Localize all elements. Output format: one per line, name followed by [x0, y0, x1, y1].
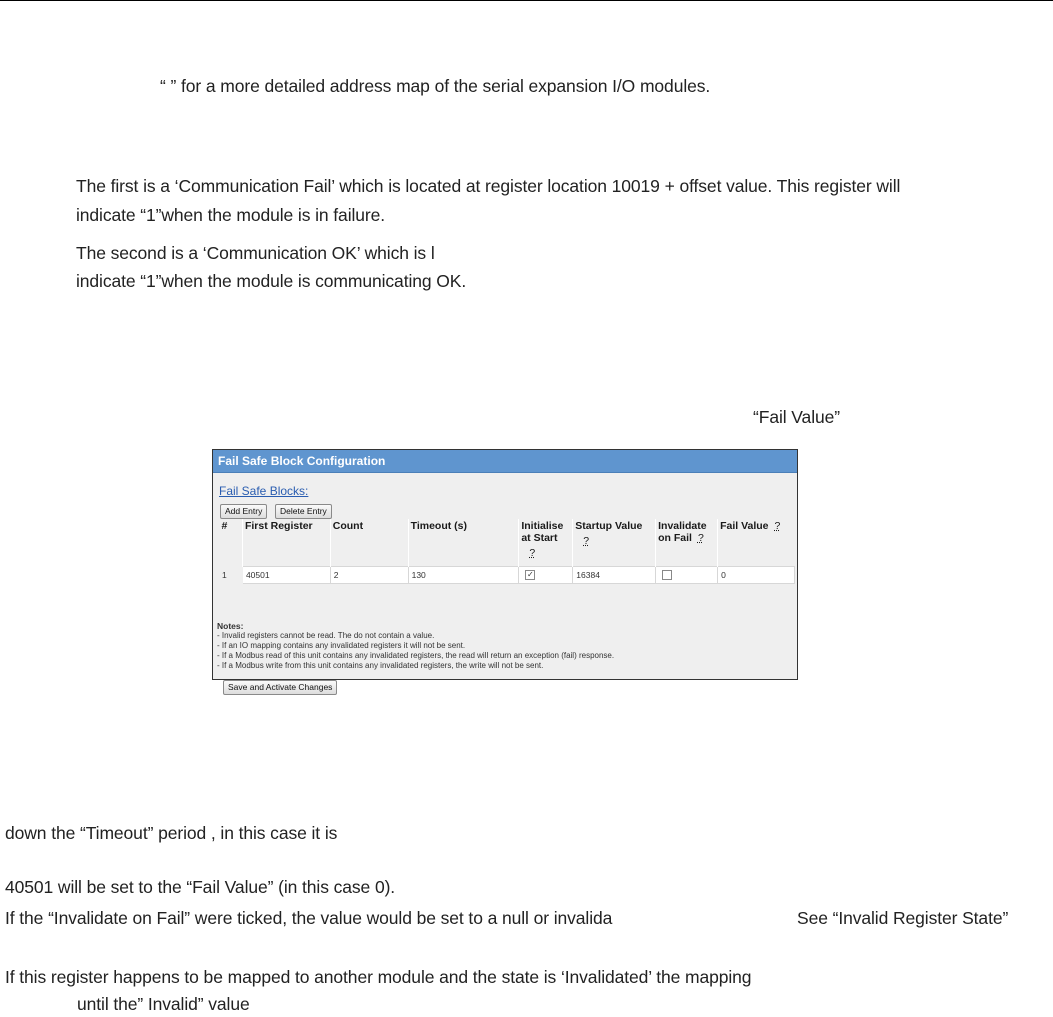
count-input[interactable]: 2 [330, 567, 408, 584]
invalidate-label-1: Invalidate [658, 520, 707, 532]
invalid-register-state-reference: See “Invalid Register State” [797, 908, 1009, 928]
fail-safe-blocks-link[interactable]: Fail Safe Blocks: [219, 484, 309, 498]
row-number: 1 [220, 567, 243, 584]
delete-entry-button[interactable]: Delete Entry [275, 504, 332, 519]
body-line-invalid-value: until the” Invalid” value [77, 994, 250, 1014]
note-item: - If a Modbus write from this unit contains any invalidated registers, the write will not be sent. [217, 661, 544, 670]
initialise-label-1: Initialise [521, 520, 564, 532]
initialise-cell [519, 567, 573, 584]
fail-value-label: Fail Value [720, 520, 769, 532]
initialise-help-icon[interactable]: ? [529, 547, 536, 559]
timeout-input[interactable]: 130 [408, 567, 519, 584]
top-rule [0, 0, 1053, 1]
reference-sentence: “ ” for a more detailed address map of the serial expansion I/O modules. [160, 76, 711, 96]
body-line-timeout: down the “Timeout” period , in this case it is [5, 823, 338, 843]
col-header-startup [573, 519, 656, 567]
body-line-fail-value: 40501 will be set to the “Fail Value” (in this case 0). [5, 877, 396, 897]
paragraph-comm-ok-line-1: The second is a ‘Communication OK’ which is l [76, 243, 435, 263]
note-item: - Invalid registers cannot be read. The do not contain a value. [217, 631, 435, 640]
panel-body [213, 473, 797, 692]
notes-block [217, 621, 614, 671]
table-header-row [220, 519, 795, 567]
paragraph-comm-ok-line-2: indicate “1”when the module is communicating OK. [76, 271, 467, 291]
body-line-invalidate: If the “Invalidate on Fail” were ticked, the value would be set to a null or invalida [5, 908, 613, 928]
startup-label: Startup Value [575, 520, 643, 532]
initialise-checkbox[interactable]: ✓ [526, 570, 534, 580]
note-item: - If a Modbus read of this unit contains any invalidated registers, the read will return an exception (fail) response. [217, 651, 615, 660]
first-register-input[interactable]: 40501 [242, 567, 330, 584]
table-row [220, 567, 795, 584]
col-header-timeout: Timeout (s) [408, 519, 519, 567]
add-entry-button[interactable]: Add Entry [220, 504, 267, 519]
col-header-count: Count [330, 519, 408, 567]
col-header-invalidate [656, 519, 718, 567]
paragraph-comm-fail-line-2: indicate “1”when the module is in failure. [76, 205, 386, 225]
initialise-label-2: at Start [521, 532, 558, 544]
invalidate-cell [656, 567, 718, 584]
fail-value-help-icon[interactable]: ? [774, 520, 781, 532]
fail-value-input[interactable]: 0 [718, 567, 795, 584]
invalidate-label-2: on Fail [658, 532, 692, 544]
note-item: - If an IO mapping contains any invalidated registers it will not be sent. [217, 641, 466, 650]
fail-value-caption: “Fail Value” [753, 407, 840, 427]
paragraph-comm-fail-line-1: The first is a ‘Communication Fail’ which is located at register location 10019 + offset value. This register will [76, 176, 901, 196]
col-header-fail-value [718, 519, 795, 567]
notes-title: Notes: [217, 621, 244, 631]
invalidate-checkbox[interactable] [662, 570, 672, 580]
col-header-initialise [519, 519, 573, 567]
body-line-mapping: If this register happens to be mapped to another module and the state is ‘Invalidated’ the mapping [5, 967, 752, 987]
save-activate-button[interactable]: Save and Activate Changes [223, 680, 337, 695]
invalidate-help-icon[interactable]: ? [697, 532, 704, 544]
startup-help-icon[interactable]: ? [583, 535, 590, 547]
panel-title: Fail Safe Block Configuration [213, 450, 797, 473]
col-header-first-register: First Register [242, 519, 330, 567]
startup-value-input[interactable]: 16384 [573, 567, 656, 584]
fail-safe-block-panel [212, 449, 798, 692]
col-header-num: # [221, 520, 228, 532]
fail-safe-table [219, 519, 795, 584]
